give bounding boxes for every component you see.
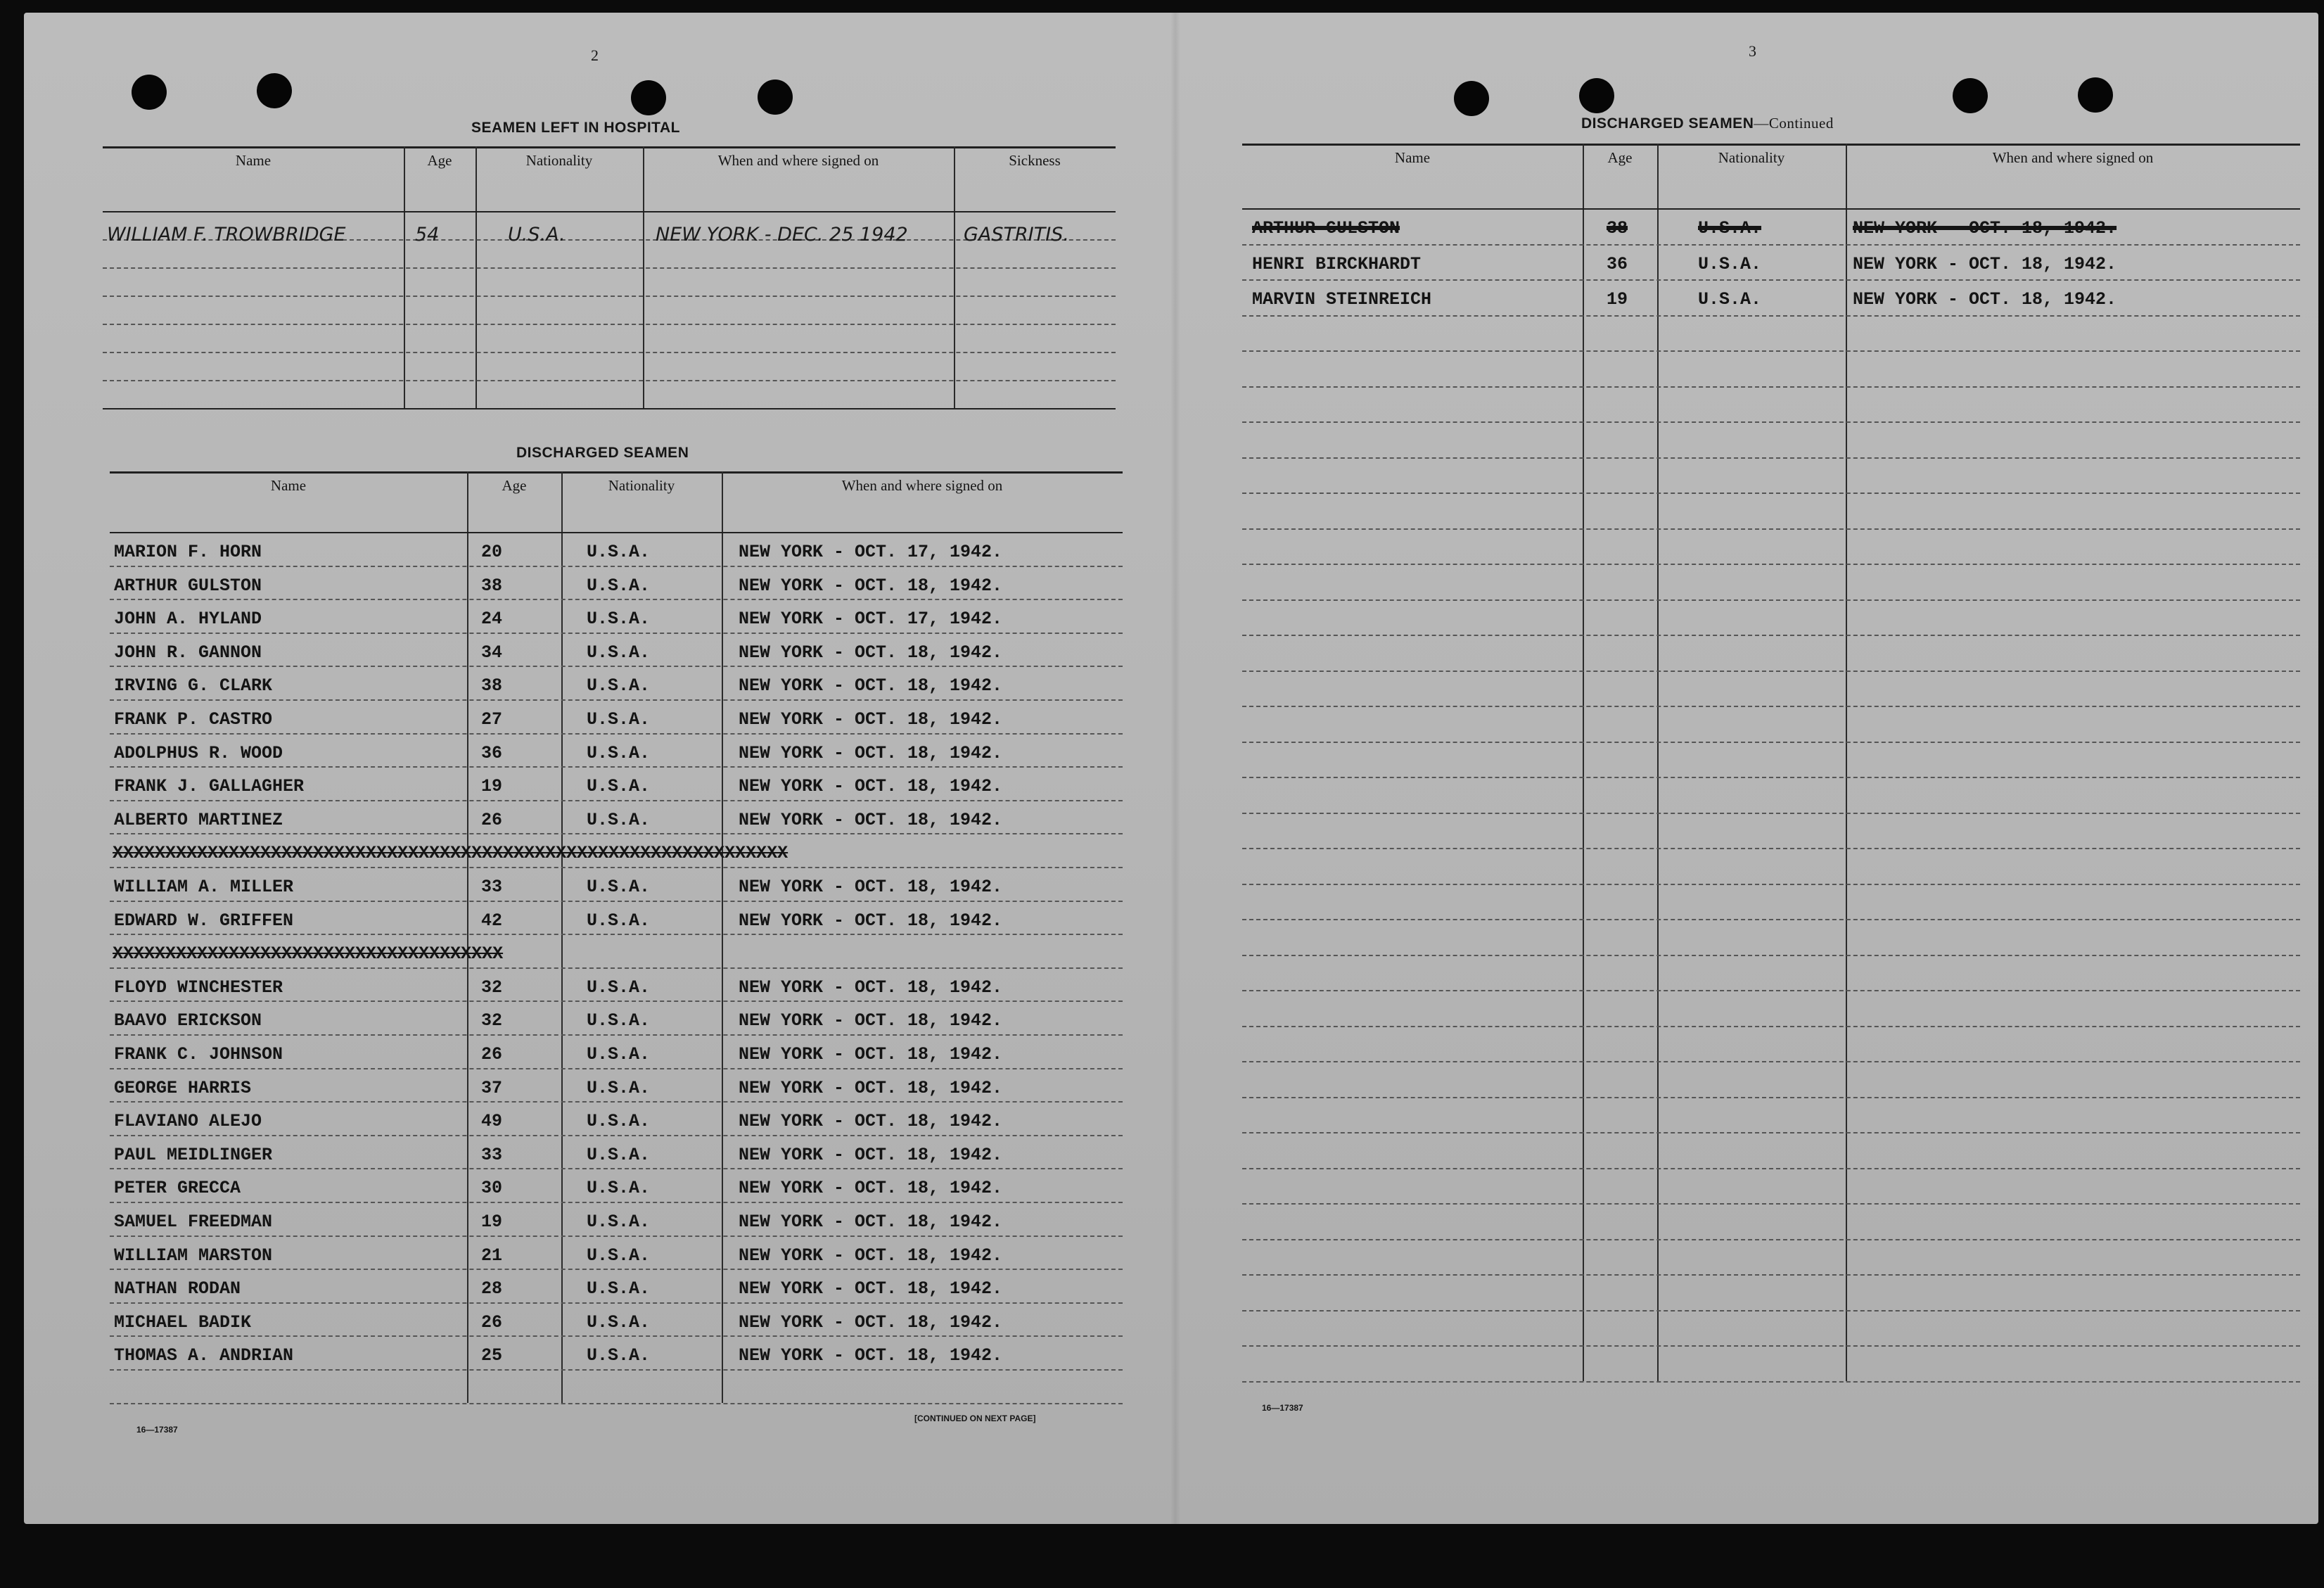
column-header: Name: [270, 477, 307, 494]
seaman-nationality: U.S.A.: [587, 1144, 651, 1165]
seaman-age: 34: [481, 642, 503, 663]
column-header: Nationality: [525, 152, 593, 169]
column-divider: [475, 146, 477, 408]
ruled-line: [1242, 990, 2300, 991]
seaman-nationality: U.S.A.: [587, 1245, 651, 1266]
seaman-signed-on: NEW YORK - OCT. 18, 1942.: [739, 910, 1003, 931]
ruled-line: [1242, 493, 2300, 494]
ruled-line: [1242, 350, 2300, 352]
seaman-signed-on: NEW YORK - OCT. 18, 1942.: [739, 1212, 1003, 1232]
seaman-age: 38: [481, 575, 503, 596]
seaman-signed-on: NEW YORK - OCT. 18, 1942.: [739, 1278, 1003, 1300]
seaman-signed-on: NEW YORK - OCT. 17, 1942.: [739, 542, 1003, 562]
form-number: 16—17387: [136, 1425, 178, 1435]
seaman-age: 19: [481, 776, 503, 797]
punch-hole: [1953, 78, 1988, 113]
column-header: When and where signed on: [717, 152, 879, 169]
column-header: Age: [502, 477, 527, 494]
seaman-name: WILLIAM MARSTON: [114, 1245, 273, 1266]
seaman-age: 26: [481, 1311, 503, 1333]
ruled-line: [110, 599, 1123, 600]
seaman-signed-on: NEW YORK - OCT. 18, 1942.: [1853, 253, 2117, 274]
column-divider: [954, 146, 955, 408]
column-divider: [1657, 144, 1659, 1381]
seaman-age: 21: [481, 1245, 503, 1266]
ruled-line: [1242, 706, 2300, 707]
ruled-line: [1242, 1061, 2300, 1062]
ruled-line: [1242, 1345, 2300, 1347]
seaman-nationality: U.S.A.: [587, 742, 651, 763]
table-top-rule: [1242, 144, 2300, 146]
ruled-line: [110, 1034, 1123, 1036]
ruled-line: [1242, 457, 2300, 459]
column-divider: [404, 146, 405, 408]
header-rule: [103, 211, 1116, 212]
seaman-nationality: U.S.A.: [587, 1345, 651, 1366]
ruled-line: [110, 800, 1123, 801]
ruled-line: [110, 1403, 1123, 1404]
seaman-signed-on: NEW YORK - OCT. 18, 1942.: [739, 1311, 1003, 1333]
page-number: 3: [1749, 42, 1756, 60]
punch-hole: [631, 80, 666, 115]
seaman-nationality: U.S.A.: [1698, 289, 1762, 310]
seaman-name: EDWARD W. GRIFFEN: [114, 910, 294, 931]
seaman-name: THOMAS A. ANDRIAN: [114, 1345, 294, 1366]
ruled-line: [110, 766, 1123, 768]
punch-hole: [758, 80, 793, 115]
ruled-line: [110, 699, 1123, 701]
column-header: Name: [235, 152, 272, 169]
hospital-nationality: U.S.A.: [508, 224, 566, 246]
seaman-age: 36: [1607, 253, 1628, 274]
seaman-nationality: U.S.A.: [587, 776, 651, 797]
seaman-nationality: U.S.A.: [587, 977, 651, 998]
ruled-line: [1242, 1097, 2300, 1098]
continued-note: [CONTINUED ON NEXT PAGE]: [914, 1414, 1036, 1423]
section-title-text: DISCHARGED SEAMEN: [1581, 115, 1754, 132]
ruled-line: [1242, 244, 2300, 246]
ruled-line: [110, 1202, 1123, 1203]
section-title-discharged: DISCHARGED SEAMEN: [516, 445, 689, 461]
seaman-signed-on: NEW YORK - OCT. 18, 1942.: [739, 809, 1003, 830]
ruled-line: [103, 267, 1116, 269]
seaman-name: PETER GRECCA: [114, 1178, 241, 1199]
ruled-line: [1242, 564, 2300, 565]
seaman-signed-on: NEW YORK - OCT. 18, 1942.: [739, 877, 1003, 897]
seaman-signed-on: NEW YORK - OCT. 18, 1942.: [739, 575, 1003, 596]
seaman-signed-on: NEW YORK - OCT. 18, 1942.: [739, 1077, 1003, 1098]
seaman-nationality: U.S.A.: [587, 675, 651, 697]
ruled-line: [110, 867, 1123, 868]
column-header: Age: [1607, 149, 1633, 166]
ruled-line: [1242, 955, 2300, 956]
seaman-name: IRVING G. CLARK: [114, 675, 273, 697]
ruled-line: [110, 1369, 1123, 1371]
seaman-age: 33: [481, 877, 503, 897]
header-rule: [110, 532, 1123, 533]
seaman-name: NATHAN RODAN: [114, 1278, 241, 1300]
seaman-age: 38: [1607, 218, 1628, 239]
seaman-name: FLAVIANO ALEJO: [114, 1111, 262, 1132]
seaman-age: 49: [481, 1111, 503, 1132]
column-header: Sickness: [1009, 152, 1061, 169]
seaman-signed-on: NEW YORK - OCT. 17, 1942.: [739, 609, 1003, 630]
seaman-name: JOHN A. HYLAND: [114, 609, 262, 630]
hospital-signed-on: NEW YORK - DEC. 25 1942: [656, 224, 908, 246]
seaman-signed-on: NEW YORK - OCT. 18, 1942.: [739, 776, 1003, 797]
seaman-nationality: U.S.A.: [587, 609, 651, 630]
seaman-age: 42: [481, 910, 503, 931]
seaman-nationality: U.S.A.: [587, 642, 651, 663]
seaman-age: 36: [481, 742, 503, 763]
ruled-line: [110, 633, 1123, 634]
ruled-line: [1242, 1381, 2300, 1383]
seaman-name: MARVIN STEINREICH: [1252, 289, 1432, 310]
seaman-age: 19: [1607, 289, 1628, 310]
ruled-line: [103, 324, 1116, 325]
ruled-line: [1242, 1132, 2300, 1133]
hospital-age: 54: [415, 224, 440, 246]
ruled-line: [110, 833, 1123, 834]
seaman-signed-on: NEW YORK - OCT. 18, 1942.: [739, 1010, 1003, 1031]
ruled-line: [1242, 884, 2300, 885]
seaman-age: 32: [481, 1010, 503, 1031]
hospital-sickness: GASTRITIS.: [964, 224, 1069, 246]
seaman-name: FRANK P. CASTRO: [114, 709, 273, 730]
seaman-nationality: U.S.A.: [587, 1311, 651, 1333]
ruled-line: [103, 352, 1116, 353]
seaman-nationality: U.S.A.: [1698, 218, 1762, 239]
column-divider: [1583, 144, 1584, 1381]
seaman-age: 26: [481, 1044, 503, 1065]
seaman-name: ALBERTO MARTINEZ: [114, 809, 283, 830]
seaman-nationality: U.S.A.: [587, 1178, 651, 1199]
seaman-nationality: U.S.A.: [587, 1044, 651, 1065]
seaman-age: 24: [481, 609, 503, 630]
seaman-name: ARTHUR GULSTON: [114, 575, 262, 596]
column-header: Age: [427, 152, 452, 169]
seaman-nationality: U.S.A.: [587, 1278, 651, 1300]
ruled-line: [110, 666, 1123, 667]
seaman-signed-on: NEW YORK - OCT. 18, 1942.: [739, 1178, 1003, 1199]
ruled-line: [103, 380, 1116, 381]
ruled-line: [110, 1001, 1123, 1002]
seaman-name: FRANK C. JOHNSON: [114, 1044, 283, 1065]
ruled-line: [1242, 742, 2300, 743]
section-title-discharged-continued: [1581, 115, 1834, 132]
ruled-line: [110, 1135, 1123, 1136]
seaman-name: HENRI BIRCKHARDT: [1252, 253, 1422, 274]
column-header: Nationality: [1718, 149, 1785, 166]
ruled-line: [1242, 635, 2300, 636]
ruled-line: [110, 1101, 1123, 1103]
seaman-age: 25: [481, 1345, 503, 1366]
column-header: Name: [1394, 149, 1431, 166]
seaman-signed-on: NEW YORK - OCT. 18, 1942.: [1853, 289, 2117, 310]
ruled-line: [1242, 386, 2300, 388]
seaman-name: GEORGE HARRIS: [114, 1077, 252, 1098]
seaman-nationality: U.S.A.: [587, 1212, 651, 1232]
ruled-line: [110, 566, 1123, 567]
ruled-line: [110, 1236, 1123, 1237]
section-title-suffix: —Continued: [1754, 115, 1834, 132]
seaman-name: FLOYD WINCHESTER: [114, 977, 283, 998]
ruled-line: [1242, 1274, 2300, 1276]
ruled-line: [110, 901, 1123, 902]
seaman-signed-on: NEW YORK - OCT. 18, 1942.: [739, 1144, 1003, 1165]
ruled-line: [1242, 421, 2300, 423]
seaman-name: PAUL MEIDLINGER: [114, 1144, 273, 1165]
ruled-line: [1242, 1239, 2300, 1240]
punch-hole: [1579, 78, 1614, 113]
seaman-nationality: U.S.A.: [587, 542, 651, 562]
seaman-age: 33: [481, 1144, 503, 1165]
seaman-signed-on: NEW YORK - OCT. 18, 1942.: [739, 742, 1003, 763]
seaman-name: WILLIAM A. MILLER: [114, 877, 294, 897]
seaman-age: 38: [481, 675, 503, 697]
seaman-age: 30: [481, 1178, 503, 1199]
ruled-line: [110, 1068, 1123, 1069]
ruled-line: [1242, 1026, 2300, 1027]
seaman-signed-on: NEW YORK - OCT. 18, 1942.: [739, 1345, 1003, 1366]
seaman-signed-on: NEW YORK - OCT. 18, 1942.: [739, 1245, 1003, 1266]
ruled-line: [110, 1269, 1123, 1270]
form-number: 16—17387: [1262, 1403, 1303, 1413]
punch-hole: [1454, 81, 1489, 116]
seaman-name: MARION F. HORN: [114, 542, 262, 562]
seaman-name: ADOLPHUS R. WOOD: [114, 742, 283, 763]
ruled-line: [1242, 315, 2300, 317]
seaman-nationality: U.S.A.: [587, 1111, 651, 1132]
ruled-line: [103, 296, 1116, 297]
page-number: 2: [591, 46, 599, 64]
ruled-line: [1242, 528, 2300, 530]
document-sheet: [24, 13, 2318, 1524]
table-top-rule: [103, 146, 1116, 148]
ruled-line: [1242, 599, 2300, 601]
column-divider: [722, 471, 723, 1403]
seaman-name: MICHAEL BADIK: [114, 1311, 252, 1333]
ruled-line: [110, 733, 1123, 735]
section-title-hospital: SEAMEN LEFT IN HOSPITAL: [471, 120, 680, 136]
column-header: When and where signed on: [1992, 149, 2154, 166]
column-header: When and where signed on: [841, 477, 1003, 494]
ruled-line: [1242, 279, 2300, 281]
seaman-name: BAAVO ERICKSON: [114, 1010, 262, 1031]
ruled-line: [1242, 1310, 2300, 1311]
ruled-line: [110, 934, 1123, 935]
seaman-age: 19: [481, 1212, 503, 1232]
seaman-name: JOHN R. GANNON: [114, 642, 262, 663]
seaman-nationality: U.S.A.: [587, 877, 651, 897]
hospital-name: WILLIAM F. TROWBRIDGE: [107, 224, 346, 246]
seaman-signed-on: NEW YORK - OCT. 18, 1942.: [739, 1044, 1003, 1065]
ruled-line: [1242, 813, 2300, 814]
seaman-signed-on: NEW YORK - OCT. 18, 1942.: [739, 709, 1003, 730]
ruled-line: [110, 1335, 1123, 1337]
table-bottom-rule: [103, 408, 1116, 409]
ruled-line: [110, 1302, 1123, 1304]
column-divider: [643, 146, 644, 408]
seaman-name: SAMUEL FREEDMAN: [114, 1212, 273, 1232]
seaman-name: ARTHUR GULSTON: [1252, 218, 1400, 239]
seaman-name: FRANK J. GALLAGHER: [114, 776, 305, 797]
struck-row: XXXXXXXXXXXXXXXXXXXXXXXXXXXXXXXXXXXXXXXXXXXXXXXXXXXXXXXXXXXXXXXX: [113, 843, 788, 864]
ruled-line: [1242, 1168, 2300, 1169]
seaman-age: 32: [481, 977, 503, 998]
seaman-nationality: U.S.A.: [587, 1010, 651, 1031]
punch-hole: [257, 73, 292, 108]
column-divider: [1846, 144, 1847, 1381]
seaman-nationality: U.S.A.: [587, 575, 651, 596]
ruled-line: [1242, 1203, 2300, 1205]
column-divider: [467, 471, 468, 1403]
seaman-nationality: U.S.A.: [587, 1077, 651, 1098]
seaman-age: 26: [481, 809, 503, 830]
column-divider: [561, 471, 563, 1403]
header-rule: [1242, 208, 2300, 210]
punch-hole: [2078, 77, 2113, 113]
ruled-line: [1242, 848, 2300, 849]
seaman-signed-on: NEW YORK - OCT. 18, 1942.: [739, 642, 1003, 663]
seaman-age: 27: [481, 709, 503, 730]
ruled-line: [110, 1168, 1123, 1169]
punch-hole: [132, 75, 167, 110]
seaman-nationality: U.S.A.: [1698, 253, 1762, 274]
seaman-age: 37: [481, 1077, 503, 1098]
seaman-nationality: U.S.A.: [587, 910, 651, 931]
seaman-nationality: U.S.A.: [587, 809, 651, 830]
seaman-age: 28: [481, 1278, 503, 1300]
ruled-line: [1242, 671, 2300, 672]
seaman-signed-on: NEW YORK - OCT. 18, 1942.: [739, 977, 1003, 998]
seaman-nationality: U.S.A.: [587, 709, 651, 730]
seaman-signed-on: NEW YORK - OCT. 18, 1942.: [1853, 218, 2117, 239]
struck-row: XXXXXXXXXXXXXXXXXXXXXXXXXXXXXXXXXXXXX: [113, 944, 504, 965]
seaman-signed-on: NEW YORK - OCT. 18, 1942.: [739, 1111, 1003, 1132]
seaman-age: 20: [481, 542, 503, 562]
ruled-line: [110, 967, 1123, 969]
seaman-signed-on: NEW YORK - OCT. 18, 1942.: [739, 675, 1003, 697]
column-header: Nationality: [608, 477, 675, 494]
ruled-line: [1242, 919, 2300, 920]
table-top-rule: [110, 471, 1123, 474]
ruled-line: [1242, 777, 2300, 778]
